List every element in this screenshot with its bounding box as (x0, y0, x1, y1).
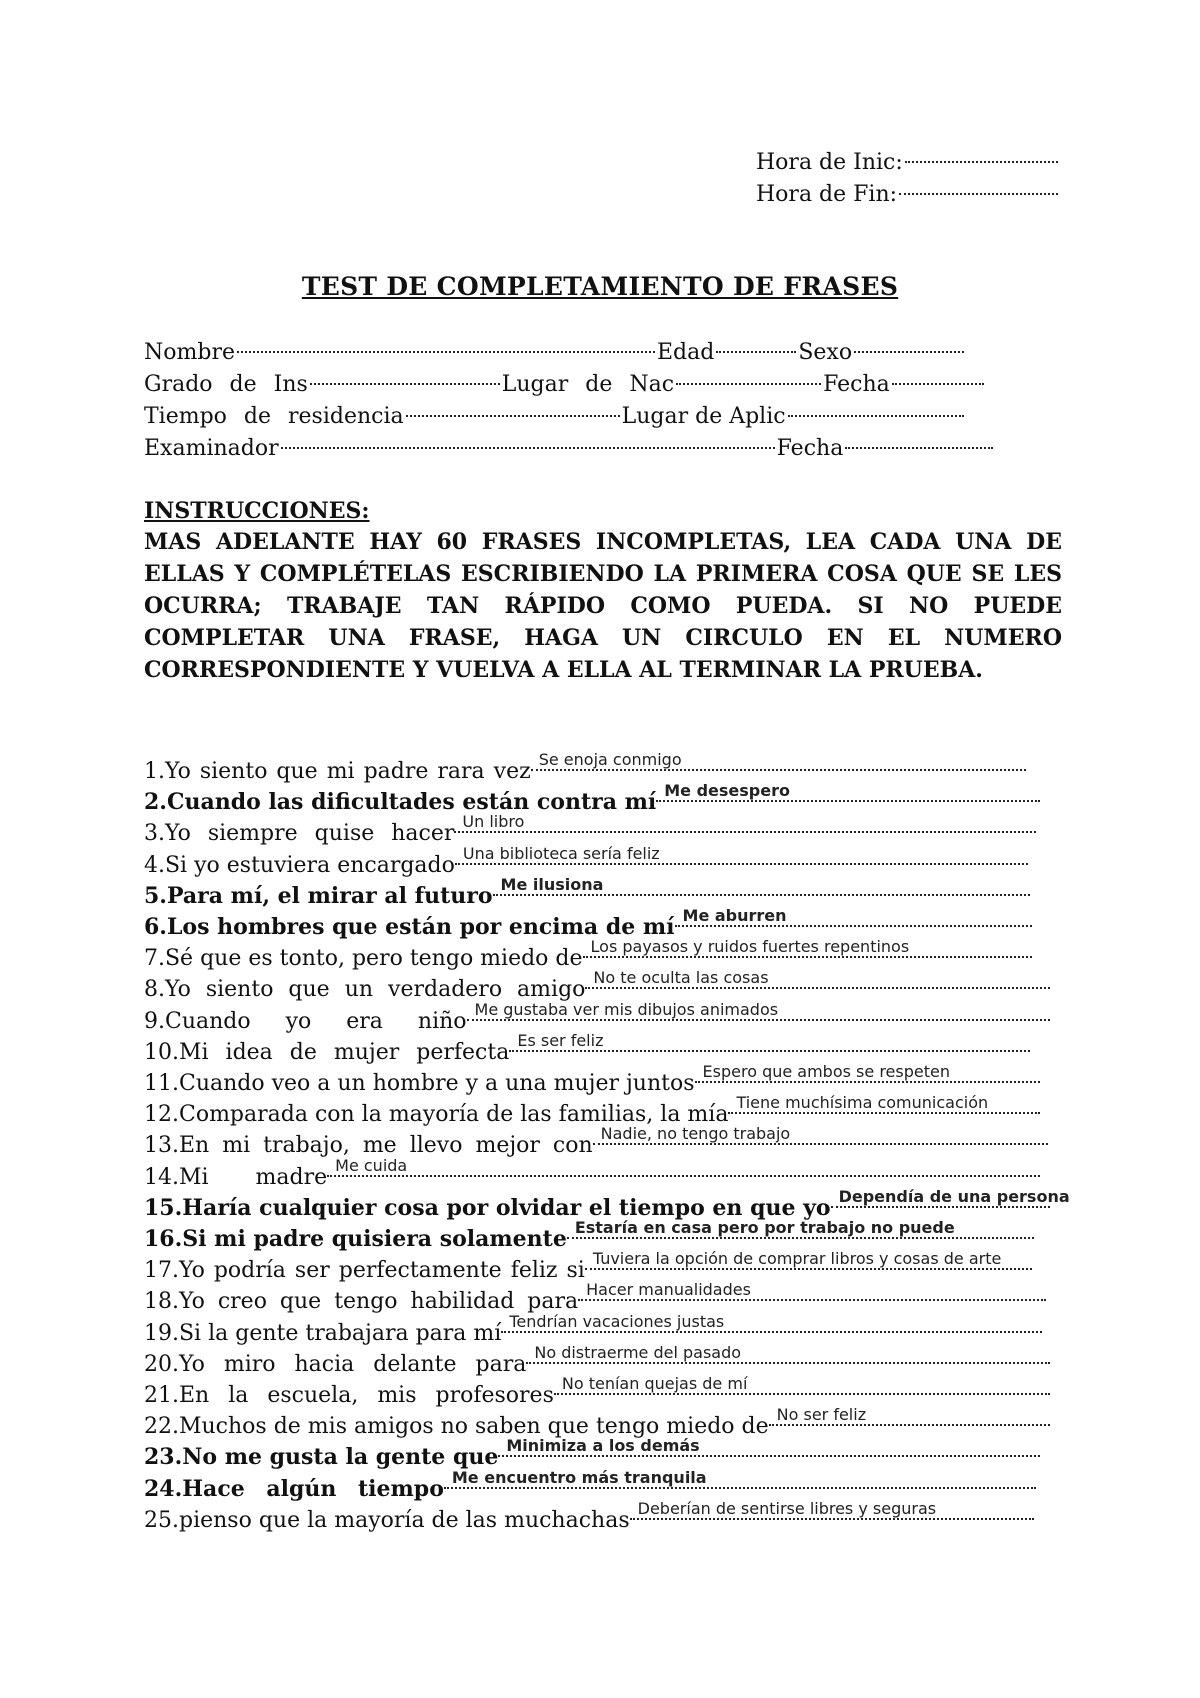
sentence-item (144, 997, 1050, 1034)
instructions-title: INSTRUCCIONES: (144, 498, 370, 524)
lugar-aplic-field[interactable] (788, 415, 964, 417)
answer-field[interactable] (454, 809, 1036, 840)
answer-dotted-line (526, 1362, 1050, 1364)
answer-dotted-line (501, 1331, 1042, 1333)
tiempo-field[interactable] (406, 415, 620, 417)
sentence-item (144, 1121, 1048, 1159)
answer-dotted-line (454, 831, 1036, 833)
handwritten-answer: Los payasos y ruidos fuertes repentinos (590, 937, 910, 957)
field-row-4 (144, 433, 1056, 465)
sexo-label: Sexo (798, 340, 853, 365)
answer-field[interactable] (467, 997, 1050, 1028)
sentence-prompt: 12.Comparada con la mayoría de las familias, la mía (144, 1102, 729, 1128)
field-row-3 (144, 401, 1056, 433)
sentence-prompt: 11.Cuando veo a un hombre y a una mujer juntos (144, 1071, 695, 1096)
sentence-item (144, 1371, 1050, 1408)
sentence-item (144, 934, 1032, 972)
answer-field[interactable] (695, 1059, 1040, 1090)
tiempo-label: Tiempo de residencia (144, 404, 404, 429)
handwritten-answer: Me cuida (335, 1155, 408, 1175)
sentence-prompt: 14.Mi madre (144, 1164, 328, 1190)
edad-field[interactable] (716, 351, 796, 353)
answer-dotted-line (695, 1081, 1040, 1083)
answer-field[interactable] (501, 1309, 1042, 1340)
handwritten-answer: Estaría en casa pero por trabajo no puede (574, 1218, 955, 1237)
end-time-label: Hora de Fin: (756, 182, 898, 207)
sentence-item (144, 1465, 1036, 1502)
answer-dotted-line (583, 956, 1032, 958)
answer-field[interactable] (493, 872, 1030, 903)
sentence-prompt: 16.Si mi padre quisiera solamente (144, 1226, 567, 1252)
lugar-aplic-label: Lugar de Aplic (621, 404, 786, 429)
sentence-item (144, 872, 1030, 909)
sentence-item (144, 1215, 1034, 1252)
answer-dotted-line (567, 1237, 1034, 1239)
sexo-field[interactable] (854, 351, 964, 353)
answer-field[interactable] (509, 1028, 1030, 1059)
sentence-item (144, 841, 1028, 878)
sentence-item (144, 965, 1050, 1003)
handwritten-answer: Hacer manualidades (586, 1280, 751, 1300)
grado-label: Grado de Ins (144, 372, 308, 397)
examinador-label: Examinador (144, 436, 279, 461)
answer-dotted-line (728, 1112, 1040, 1114)
start-time-line[interactable] (905, 161, 1058, 163)
sentence-prompt: 13.En mi trabajo, me llevo mejor con (144, 1133, 593, 1159)
nombre-field[interactable] (237, 351, 655, 353)
sentence-prompt: 18.Yo creo que tengo habilidad para (144, 1289, 579, 1315)
answer-dotted-line (554, 1393, 1050, 1395)
answer-field[interactable] (728, 1090, 1040, 1121)
answer-dotted-line (630, 1518, 1034, 1520)
fecha-field-2[interactable] (845, 447, 993, 449)
handwritten-answer: No te oculta las cosas (593, 968, 769, 988)
fecha-label-2: Fecha (776, 436, 844, 461)
sentence-item (144, 1153, 1040, 1190)
sentence-prompt: 7.Sé que es tonto, pero tengo miedo de (144, 946, 583, 972)
answer-dotted-line (585, 987, 1050, 989)
start-time-row (756, 147, 1060, 179)
sentence-item (144, 778, 1040, 816)
handwritten-answer: Me gustaba ver mis dibujos animados (474, 999, 779, 1019)
handwritten-answer: Tiene muchísima comunicación (736, 1093, 989, 1113)
start-time-label: Hora de Inic: (756, 150, 903, 175)
answer-field[interactable] (554, 1371, 1050, 1402)
answer-dotted-line (455, 863, 1028, 865)
end-time-line[interactable] (899, 193, 1058, 195)
handwritten-answer: Me encuentro más tranquila (451, 1467, 707, 1487)
sentence-item (144, 1090, 1040, 1128)
sentence-prompt: 24.Hace algún tiempo (144, 1475, 444, 1502)
handwritten-answer: Se enoja conmigo (538, 750, 682, 769)
answer-field[interactable] (444, 1465, 1036, 1496)
sentence-prompt: 6.Los hombres que están por encima de mí (144, 914, 675, 940)
answer-field[interactable] (585, 965, 1050, 996)
sentence-prompt: 23.No me gusta la gente que (144, 1444, 499, 1471)
sentence-prompt: 3.Yo siempre quise hacer (144, 821, 455, 847)
sentence-prompt: 10.Mi idea de mujer perfecta (144, 1039, 510, 1065)
sentence-item (144, 1277, 1046, 1315)
answer-dotted-line (675, 925, 1032, 927)
answer-field[interactable] (831, 1184, 1070, 1215)
handwritten-answer: Tendrían vacaciones justas (509, 1311, 725, 1331)
sentence-item (144, 1309, 1042, 1346)
sentence-prompt: 19.Si la gente trabajara para mí (144, 1320, 502, 1346)
handwritten-answer: Me ilusiona (500, 874, 604, 894)
field-row-1 (144, 337, 1056, 369)
handwritten-answer: Nadie, no tengo trabajo (600, 1124, 791, 1144)
answer-field[interactable] (578, 1277, 1046, 1308)
instructions-text: MAS ADELANTE HAY 60 FRASES INCOMPLETAS, LEA CADA UNA DE ELLAS Y COMPLÉTELAS ESCRIBIENDO LA PRIMERA COSA QUE SE LES OCURRA; TRABAJE TAN RÁPIDO COMO PUEDA. SI NO PUEDE COMPLETAR UNA FRASE, HAGA UN CIRCULO EN EL NUMERO CORRESPONDIENTE Y VUELVA A ELLA AL TERMINAR LA PRUEBA. (144, 529, 1062, 683)
sentence-item (144, 1496, 1034, 1533)
sentence-item (144, 903, 1032, 940)
sentence-prompt: 25.pienso que la mayoría de las muchachas (144, 1507, 630, 1533)
sentence-prompt: 20.Yo miro hacia delante para (144, 1351, 527, 1377)
answer-field[interactable] (583, 934, 1032, 965)
answer-field[interactable] (593, 1121, 1048, 1152)
answer-field[interactable] (585, 1246, 1032, 1277)
handwritten-answer: Una biblioteca sería feliz (462, 843, 660, 863)
answer-dotted-line (327, 1175, 1040, 1177)
answer-field[interactable] (567, 1215, 1034, 1246)
sentence-prompt: 9.Cuando yo era niño (144, 1008, 467, 1034)
handwritten-answer: No ser feliz (776, 1405, 867, 1425)
handwritten-answer: Dependía de una persona (838, 1186, 1070, 1206)
page-title: TEST DE COMPLETAMIENTO DE FRASES (301, 272, 899, 301)
sentence-prompt: 15.Haría cualquier cosa por olvidar el tiempo en que yo (144, 1194, 831, 1221)
handwritten-answer: Tuviera la opción de comprar libros y cosas de arte (592, 1249, 1002, 1269)
fecha-field-1[interactable] (892, 383, 984, 385)
end-time-row (756, 179, 1060, 211)
answer-field[interactable] (675, 903, 1032, 934)
nombre-label: Nombre (144, 340, 235, 365)
sentence-item (144, 1246, 1032, 1284)
handwritten-answer: Minimiza a los demás (506, 1436, 700, 1456)
sentence-prompt: 22.Muchos de mis amigos no saben que tengo miedo de (144, 1414, 769, 1440)
answer-dotted-line (578, 1299, 1046, 1301)
handwritten-answer: Me aburren (682, 906, 787, 925)
answer-dotted-line (593, 1143, 1048, 1145)
answer-dotted-line (467, 1019, 1050, 1021)
answer-field[interactable] (455, 841, 1028, 872)
sentence-prompt: 8.Yo siento que un verdadero amigo (144, 977, 586, 1003)
answer-dotted-line (498, 1455, 1040, 1457)
handwritten-answer: Me desespero (664, 781, 790, 801)
sentence-item (144, 1402, 1050, 1440)
sentence-prompt: 1.Yo siento que mi padre rara vez (144, 759, 531, 784)
handwritten-answer: Espero que ambos se respeten (702, 1062, 950, 1081)
sentence-item (144, 1028, 1030, 1065)
sentence-prompt: 2.Cuando las dificultades están contra mí (144, 789, 657, 816)
sentence-prompt: 21.En la escuela, mis profesores (144, 1383, 554, 1408)
field-row-2 (144, 369, 1056, 401)
lugar-nac-label: Lugar de Nac (501, 372, 675, 397)
handwritten-answer: No tenían quejas de mí (561, 1374, 748, 1393)
sentence-item (144, 1340, 1050, 1377)
handwritten-answer: Un libro (462, 812, 525, 832)
sentence-prompt: 4.Si yo estuviera encargado (144, 852, 455, 878)
answer-dotted-line (531, 769, 1026, 771)
answer-dotted-line (769, 1424, 1050, 1426)
handwritten-answer: Deberían de sentirse libres y seguras (637, 1498, 937, 1518)
fecha-label-1: Fecha (823, 372, 890, 397)
answer-dotted-line (831, 1206, 1050, 1208)
answer-dotted-line (509, 1050, 1030, 1052)
edad-label: Edad (656, 340, 715, 365)
answer-dotted-line (444, 1487, 1036, 1489)
answer-dotted-line (656, 800, 1040, 802)
examinador-field[interactable] (281, 447, 775, 449)
grado-field[interactable] (310, 383, 500, 385)
sentence-item (144, 809, 1036, 847)
sentence-item (144, 1184, 1070, 1221)
answer-field[interactable] (630, 1496, 1034, 1527)
handwritten-answer: Es ser feliz (517, 1030, 604, 1050)
answer-field[interactable] (769, 1402, 1050, 1433)
answer-field[interactable] (526, 1340, 1050, 1371)
sentence-item (144, 1433, 1040, 1471)
answer-dotted-line (493, 894, 1030, 896)
answer-field[interactable] (327, 1153, 1040, 1184)
answer-field[interactable] (498, 1433, 1040, 1464)
sentence-item (144, 747, 1026, 784)
sentence-prompt: 5.Para mí, el mirar al futuro (144, 882, 493, 909)
sentence-prompt: 17.Yo podría ser perfectamente feliz si (144, 1258, 585, 1284)
answer-field[interactable] (656, 778, 1040, 809)
answer-dotted-line (585, 1268, 1032, 1270)
answer-field[interactable] (531, 747, 1026, 778)
lugar-nac-field[interactable] (676, 383, 821, 385)
sentence-item (144, 1059, 1040, 1096)
handwritten-answer: No distraerme del pasado (534, 1342, 742, 1362)
